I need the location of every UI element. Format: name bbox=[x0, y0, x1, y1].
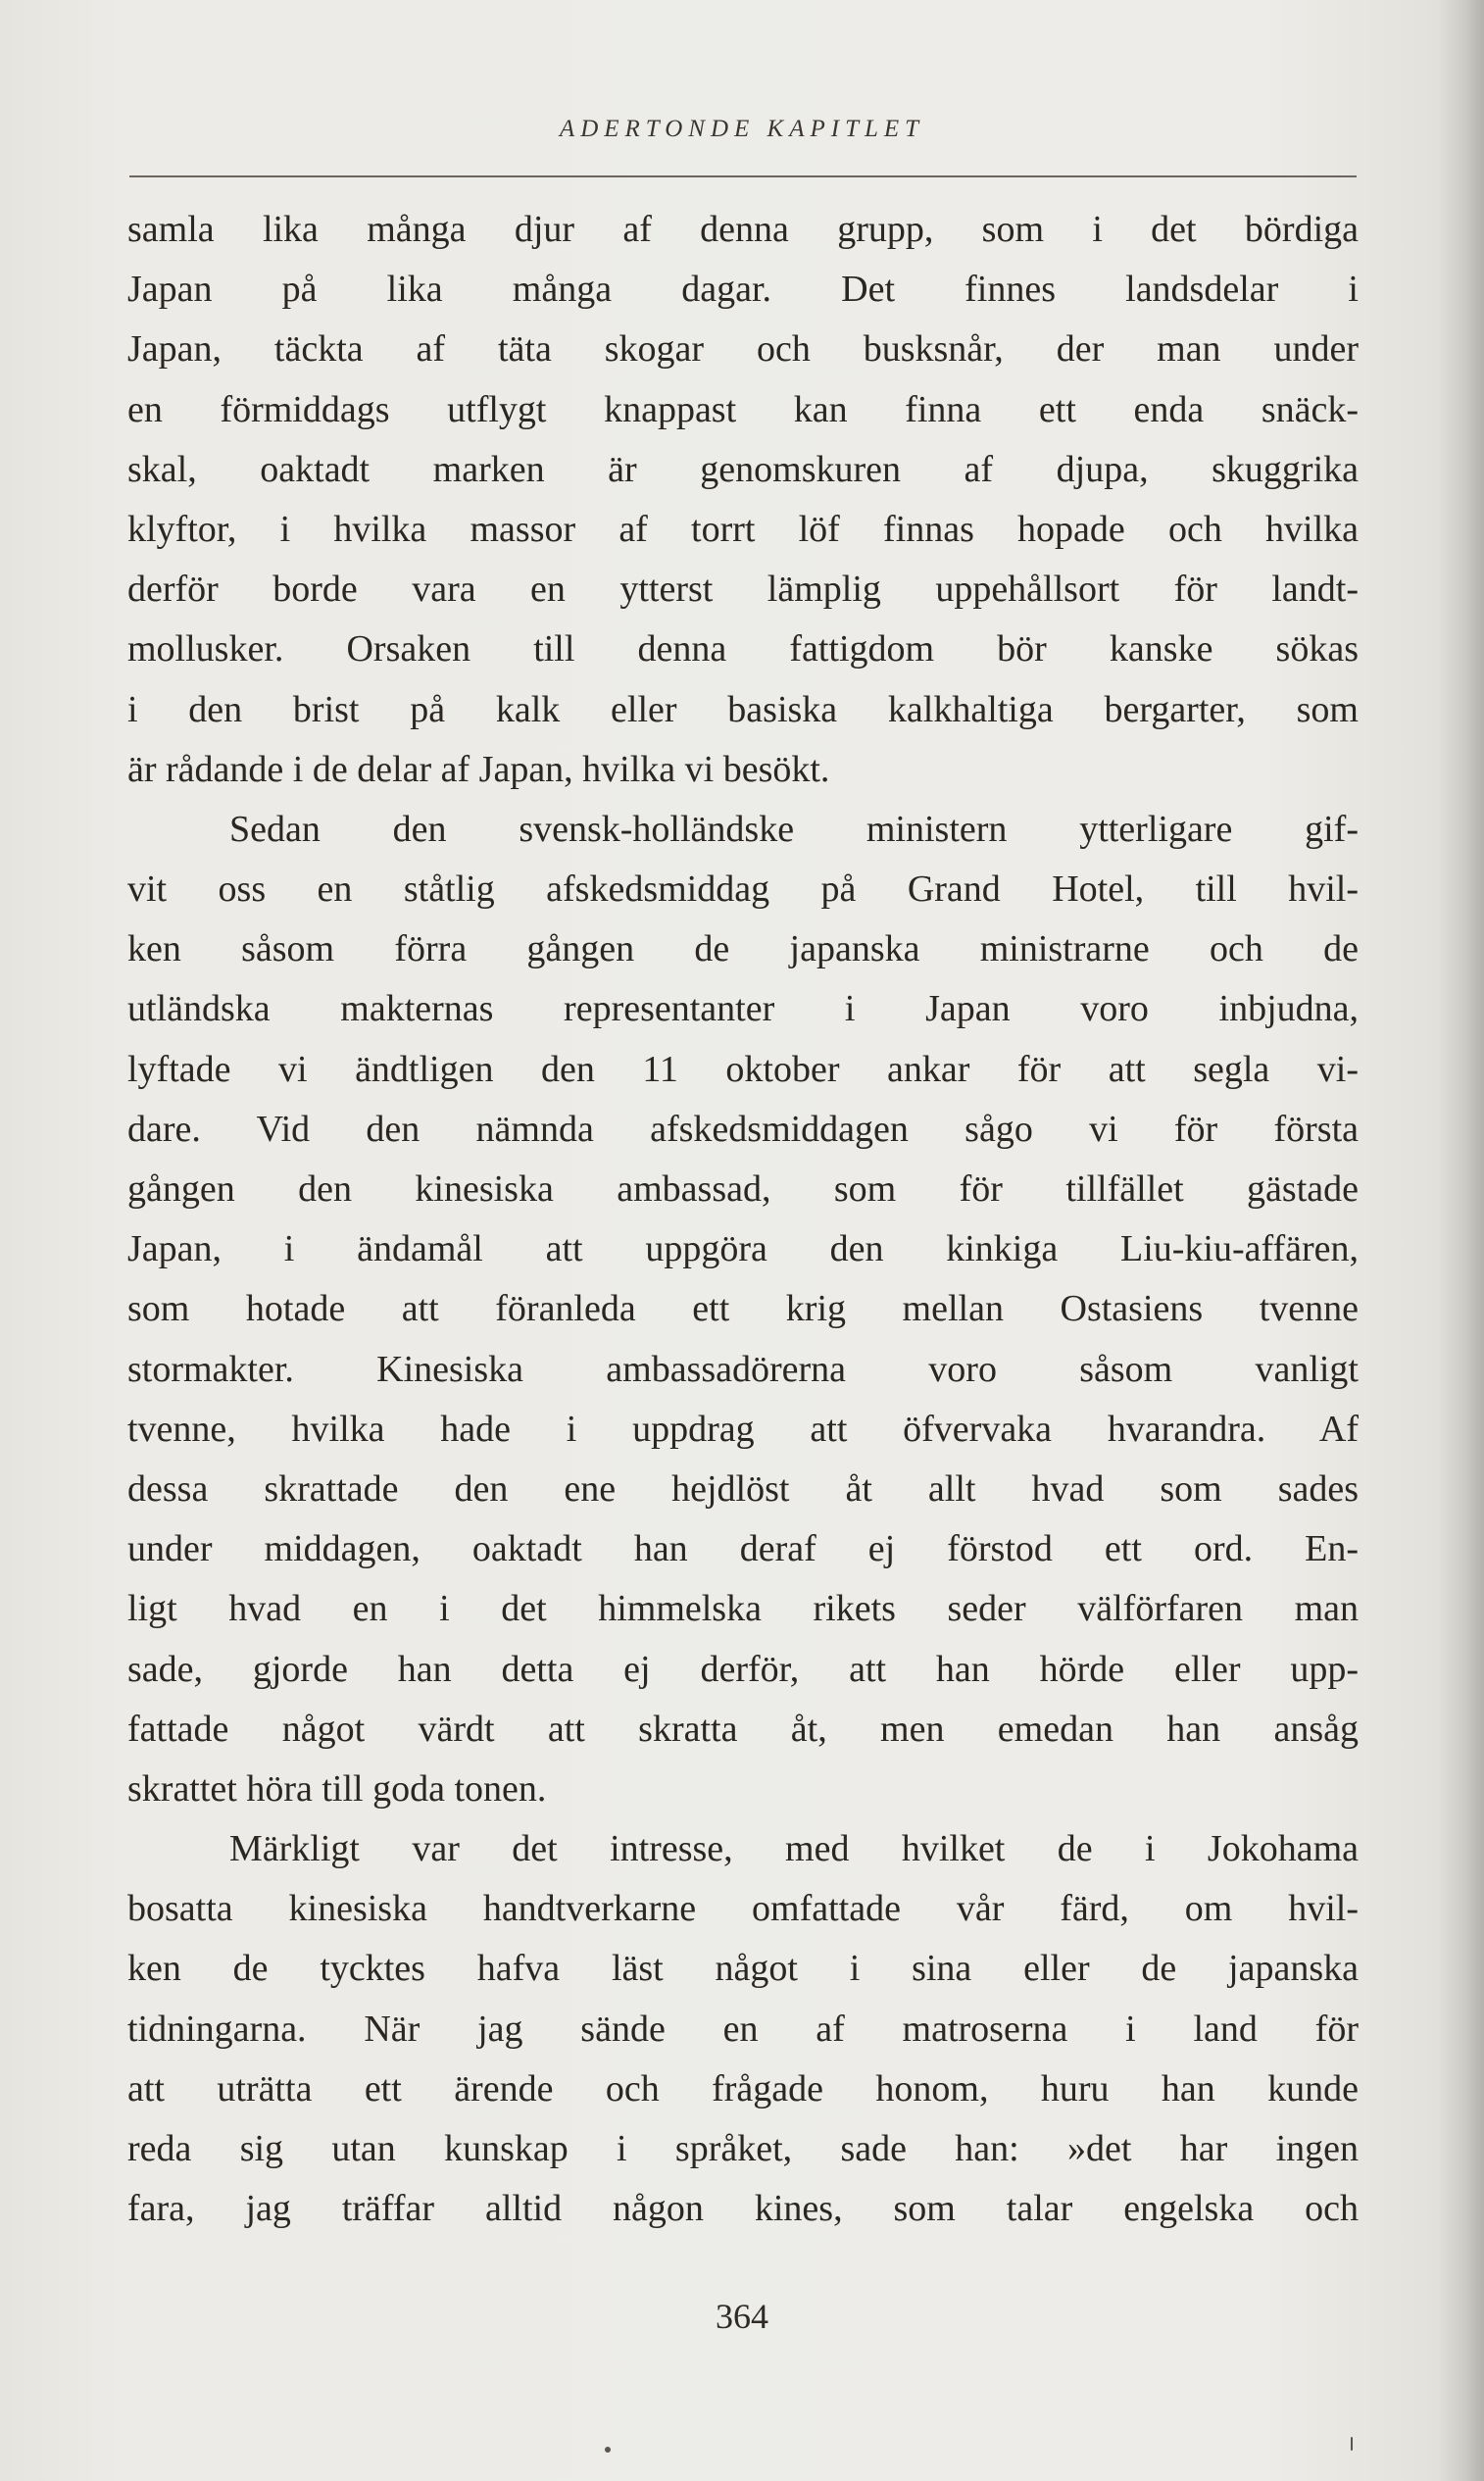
text-line: en förmiddags utflygt knappast kan finna ett enda snäck- bbox=[127, 388, 1359, 430]
text-line: i den brist på kalk eller basiska kalkhaltiga bergarter, som bbox=[127, 688, 1359, 730]
body-text bbox=[127, 200, 1359, 2239]
text-line: dessa skrattade den ene hejdlöst åt allt hvad som sades bbox=[127, 1467, 1359, 1510]
text-line: sade, gjorde han detta ej derför, att han hörde eller upp- bbox=[127, 1648, 1359, 1690]
text-line: dare. Vid den nämnda afskedsmiddagen sågo vi för första bbox=[127, 1108, 1359, 1150]
text-line: är rådande i de delar af Japan, hvilka vi besökt. bbox=[127, 748, 830, 790]
paper-speck bbox=[1351, 2437, 1353, 2451]
text-line: ken de tycktes hafva läst något i sina eller de japanska bbox=[127, 1948, 1359, 1990]
text-line: skrattet höra till goda tonen. bbox=[127, 1767, 547, 1810]
text-line: samla lika många djur af denna grupp, som i det bördiga bbox=[127, 209, 1359, 250]
text-line: mollusker. Orsaken till denna fattigdom bör kanske sökas bbox=[127, 628, 1359, 670]
text-line: Japan på lika många dagar. Det finnes landsdelar i bbox=[127, 269, 1359, 311]
text-line: bosatta kinesiska handtverkarne omfattade vår färd, om hvil- bbox=[127, 1888, 1359, 1930]
text-line: under middagen, oaktadt han deraf ej förstod ett ord. En- bbox=[127, 1528, 1359, 1570]
text-line: derför borde vara en ytterst lämplig uppehållsort för landt- bbox=[127, 569, 1359, 611]
text-line: reda sig utan kunskap i språket, sade han: »det har ingen bbox=[127, 2128, 1359, 2169]
text-line: utländska makternas representanter i Japan voro inbjudna, bbox=[127, 988, 1359, 1030]
running-head: ADERTONDE KAPITLET bbox=[559, 116, 925, 142]
text-line: Japan, i ändamål att uppgöra den kinkiga Liu-kiu-affären, bbox=[127, 1228, 1359, 1270]
text-line: gången den kinesiska ambassad, som för tillfället gästade bbox=[127, 1168, 1359, 1210]
text-line: Japan, täckta af täta skogar och busksnår, der man under bbox=[127, 328, 1359, 371]
text-line: skal, oaktadt marken är genomskuren af djupa, skuggrika bbox=[127, 448, 1359, 490]
text-line: som hotade att föranleda ett krig mellan Ostasiens tvenne bbox=[127, 1288, 1359, 1330]
text-line: stormakter. Kinesiska ambassadörerna voro såsom vanligt bbox=[127, 1348, 1359, 1390]
page-edge-shadow bbox=[1439, 0, 1484, 2481]
header-rule bbox=[129, 175, 1357, 177]
text-line: ligt hvad en i det himmelska rikets seder välförfaren man bbox=[127, 1588, 1359, 1630]
text-line: ken såsom förra gången de japanska ministrarne och de bbox=[127, 928, 1359, 970]
text-line: fara, jag träffar alltid någon kines, som talar engelska och bbox=[127, 2188, 1359, 2230]
page-number: 364 bbox=[716, 2297, 768, 2336]
text-line: Märkligt var det intresse, med hvilket de i Jokohama bbox=[229, 1828, 1359, 1870]
text-line: tvenne, hvilka hade i uppdrag att öfvervaka hvarandra. Af bbox=[127, 1408, 1359, 1450]
text-line: att uträtta ett ärende och frågade honom, huru han kunde bbox=[127, 2067, 1359, 2109]
text-line: klyftor, i hvilka massor af torrt löf finnas hopade och hvilka bbox=[127, 508, 1359, 550]
text-line: vit oss en ståtlig afskedsmiddag på Grand Hotel, till hvil- bbox=[127, 868, 1359, 911]
text-line: lyftade vi ändtligen den 11 oktober ankar för att segla vi- bbox=[127, 1048, 1359, 1090]
text-line: fattade något värdt att skratta åt, men emedan han ansåg bbox=[127, 1708, 1359, 1750]
paper-speck bbox=[605, 2447, 611, 2453]
text-line: tidningarna. När jag sände en af matroserna i land för bbox=[127, 2008, 1359, 2050]
text-line: Sedan den svensk-holländske ministern ytterligare gif- bbox=[229, 808, 1359, 850]
